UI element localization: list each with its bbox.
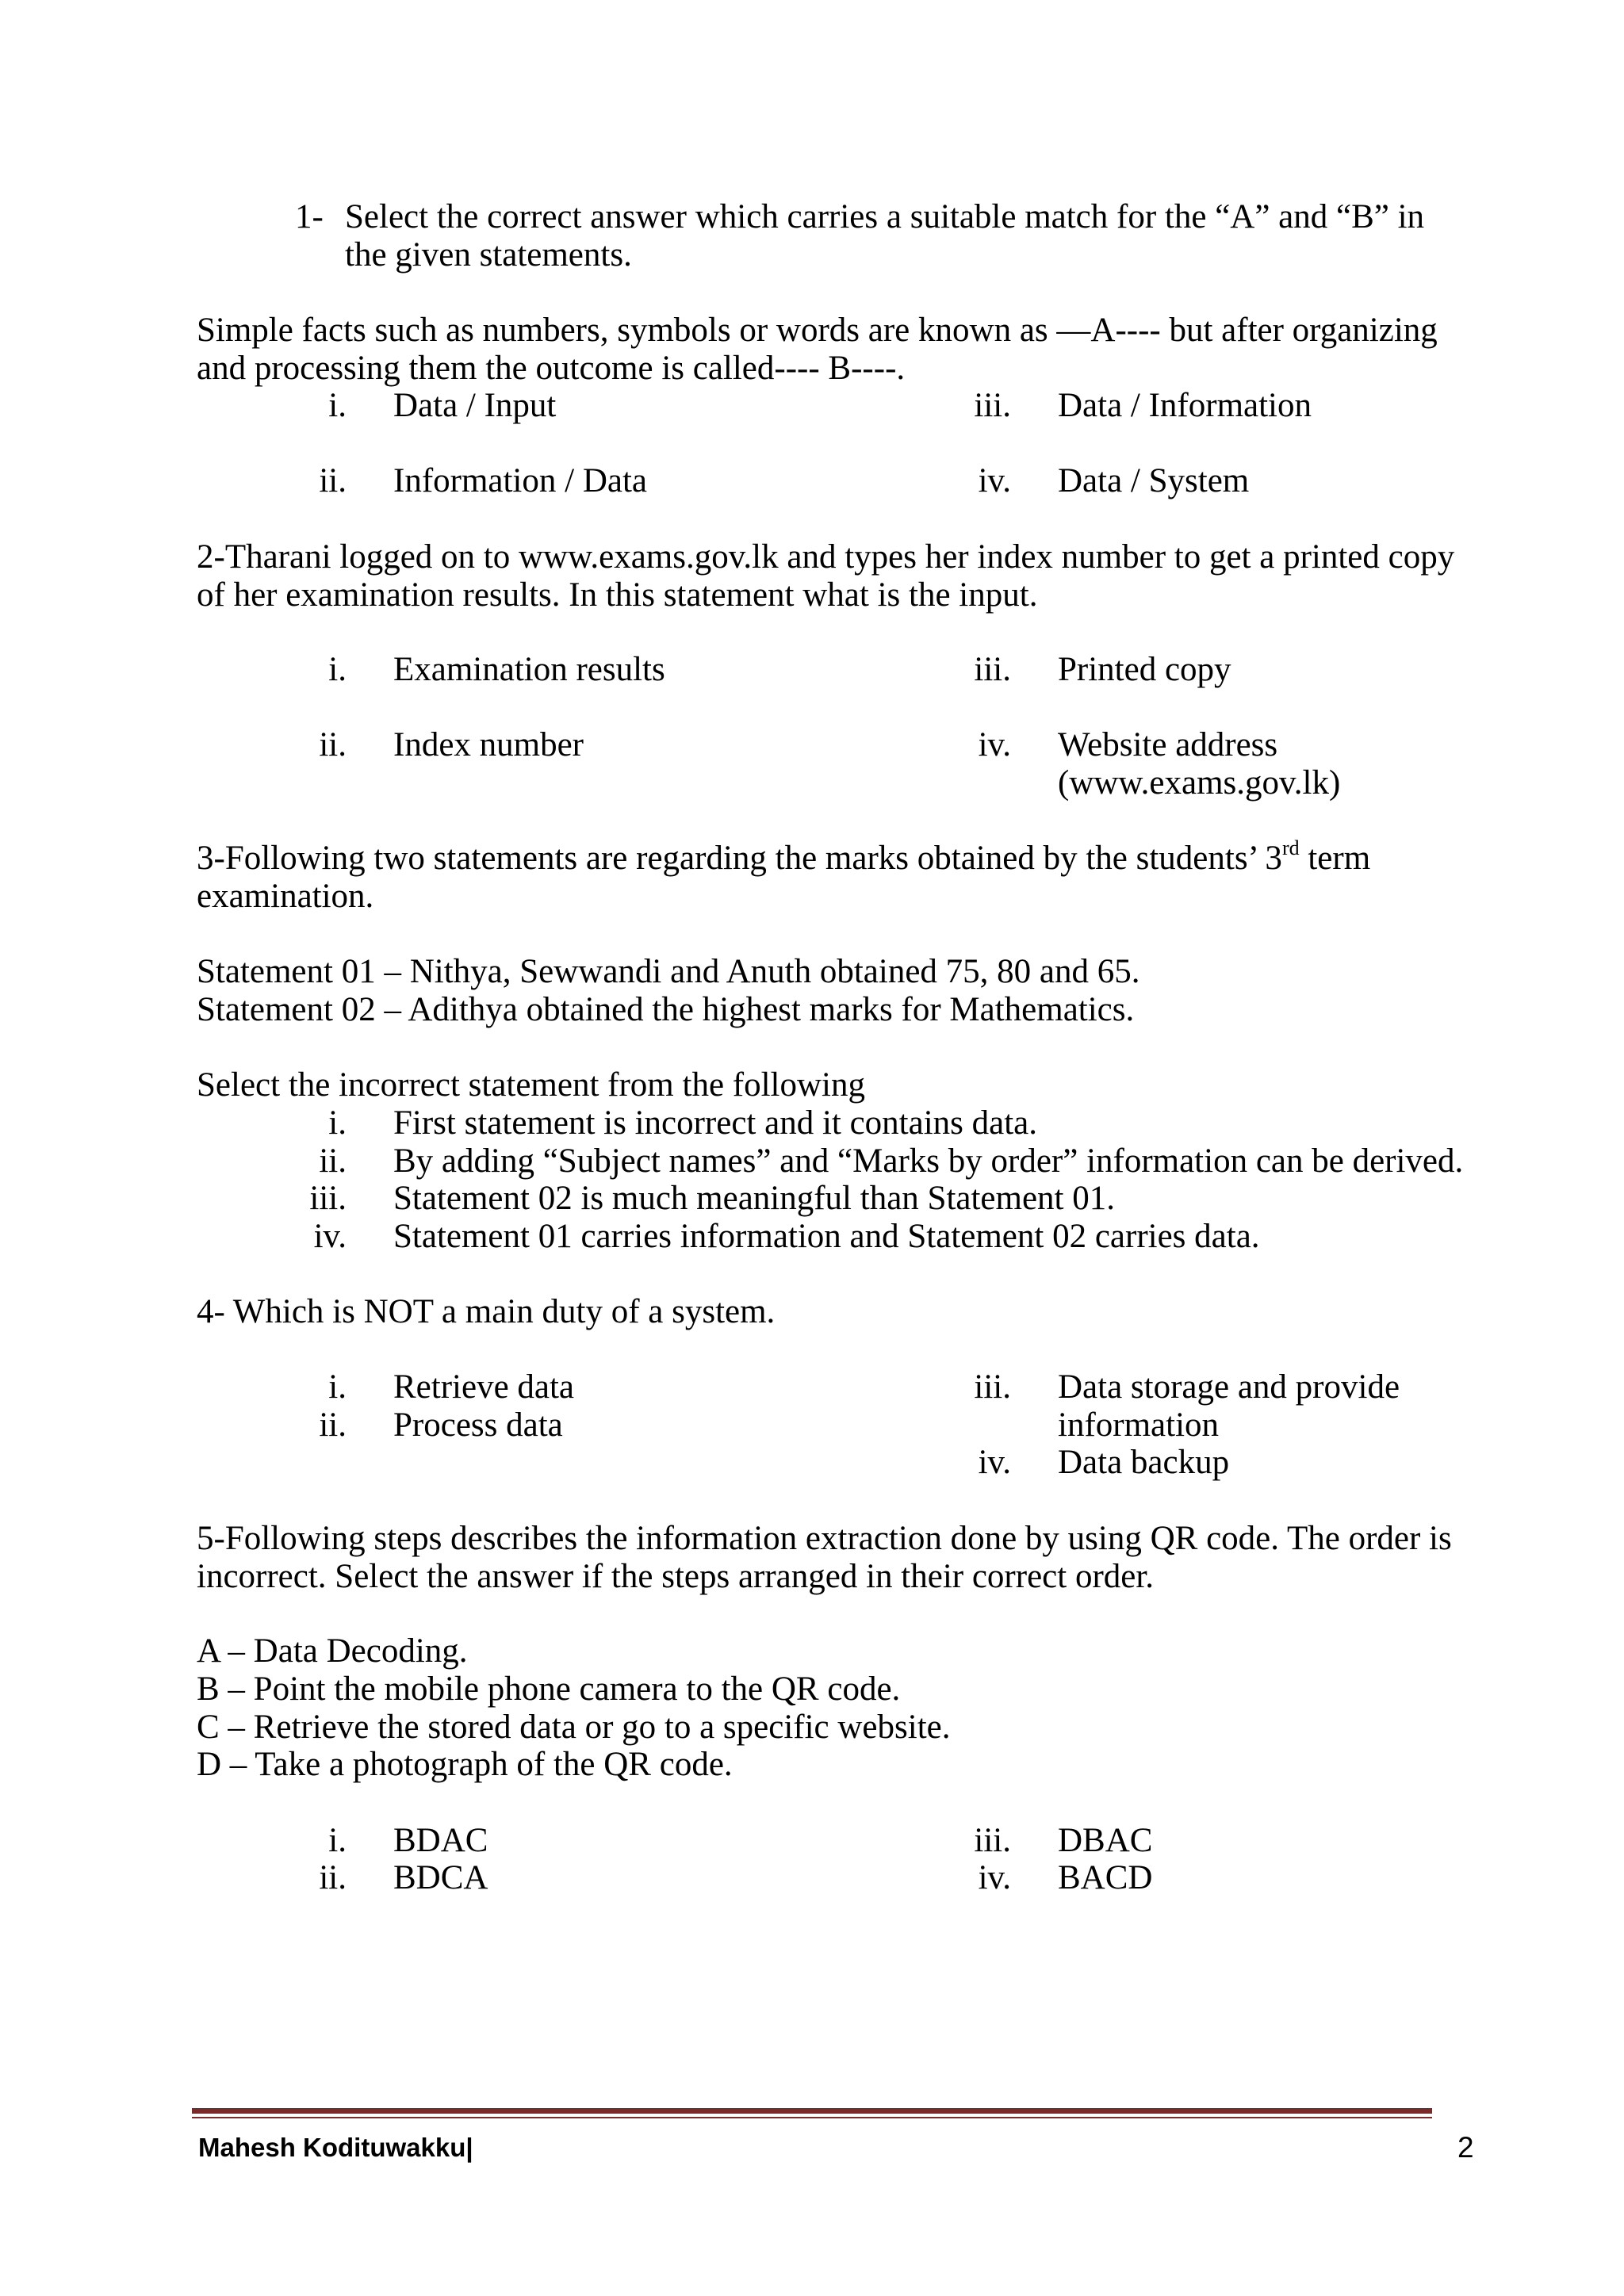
option-number: iv. [978, 1859, 1011, 1896]
option-number: iii. [974, 387, 1011, 424]
option-number: iv. [978, 462, 1011, 499]
option-number: i. [328, 651, 347, 688]
option-text: Website address [1058, 726, 1278, 763]
option-text: Printed copy [1058, 651, 1231, 688]
question-prompt: Select the incorrect statement from the following [197, 1066, 865, 1104]
question-paragraph: and processing them the outcome is called---- B----. [197, 350, 906, 387]
option-number: iv. [313, 1218, 347, 1255]
option-number: iv. [978, 1444, 1011, 1481]
statement-02: Statement 02 – Adithya obtained the highest marks for Mathematics. [197, 991, 1135, 1028]
option-text: First statement is incorrect and it contains data. [393, 1104, 1038, 1142]
step-item: D – Take a photograph of the QR code. [197, 1746, 733, 1783]
page-number: 2 [1457, 2131, 1474, 2164]
option-text: BDCA [393, 1859, 488, 1896]
option-number: ii. [319, 1142, 347, 1180]
option-text: Examination results [393, 651, 665, 688]
footer-rule-thick [192, 2108, 1432, 2114]
option-text: Information / Data [393, 462, 648, 499]
option-text: BDAC [393, 1822, 488, 1859]
option-text: Statement 02 is much meaningful than Statement 01. [393, 1180, 1115, 1217]
option-number: ii. [319, 1406, 347, 1444]
option-number: i. [328, 387, 347, 424]
step-item: C – Retrieve the stored data or go to a specific website. [197, 1709, 951, 1746]
option-text: Data / Input [393, 387, 557, 424]
option-number: i. [328, 1104, 347, 1142]
option-number: ii. [319, 1859, 347, 1896]
option-text: Data storage and provide [1058, 1368, 1400, 1406]
question-text: 5-Following steps describes the information extraction done by using QR code. The order is [197, 1520, 1452, 1557]
step-item: A – Data Decoding. [197, 1632, 468, 1670]
option-number: iii. [974, 651, 1011, 688]
footer-rule-thin [192, 2117, 1432, 2118]
question-text-main: 3-Following two statements are regarding the marks obtained by the students’ 3 [197, 840, 1282, 877]
question-text: Select the correct answer which carries a suitable match for the “A” and “B” in [345, 198, 1425, 235]
statement-01: Statement 01 – Nithya, Sewwandi and Anuth obtained 75, 80 and 65. [197, 953, 1140, 990]
option-text-continued: information [1058, 1406, 1220, 1444]
option-text: DBAC [1058, 1822, 1153, 1859]
option-text: BACD [1058, 1859, 1153, 1896]
option-text: Index number [393, 726, 584, 763]
option-number: i. [328, 1822, 347, 1859]
option-text: By adding “Subject names” and “Marks by order” information can be derived. [393, 1142, 1464, 1180]
question-number: 1- [295, 198, 324, 235]
option-number: ii. [319, 462, 347, 499]
option-number: iii. [974, 1368, 1011, 1406]
option-text: Data / Information [1058, 387, 1312, 424]
option-number: iii. [974, 1822, 1011, 1859]
option-text: Retrieve data [393, 1368, 575, 1406]
question-text: of her examination results. In this statement what is the input. [197, 576, 1038, 614]
step-item: B – Point the mobile phone camera to the QR code. [197, 1670, 901, 1708]
footer-author: Mahesh Kodituwakku| [198, 2133, 473, 2162]
question-text: incorrect. Select the answer if the steps arranged in their correct order. [197, 1558, 1155, 1595]
question-text: the given statements. [345, 236, 632, 274]
question-text: examination. [197, 878, 374, 915]
option-text: Data backup [1058, 1444, 1230, 1481]
question-text: 4- Which is NOT a main duty of a system. [197, 1293, 776, 1330]
option-text: Process data [393, 1406, 563, 1444]
option-number: iii. [309, 1180, 347, 1217]
question-text-end: term [1299, 840, 1371, 877]
option-text: Data / System [1058, 462, 1250, 499]
option-number: ii. [319, 726, 347, 763]
question-paragraph: Simple facts such as numbers, symbols or words are known as —A---- but after organizing [197, 312, 1438, 349]
option-number: iv. [978, 726, 1011, 763]
option-text-continued: (www.exams.gov.lk) [1058, 764, 1341, 802]
option-number: i. [328, 1368, 347, 1406]
option-text: Statement 01 carries information and Statement 02 carries data. [393, 1218, 1260, 1255]
ordinal-suffix: rd [1281, 836, 1300, 859]
question-text: 2-Tharani logged on to www.exams.gov.lk and types her index number to get a printed copy [197, 538, 1455, 576]
question-text [197, 836, 1371, 877]
